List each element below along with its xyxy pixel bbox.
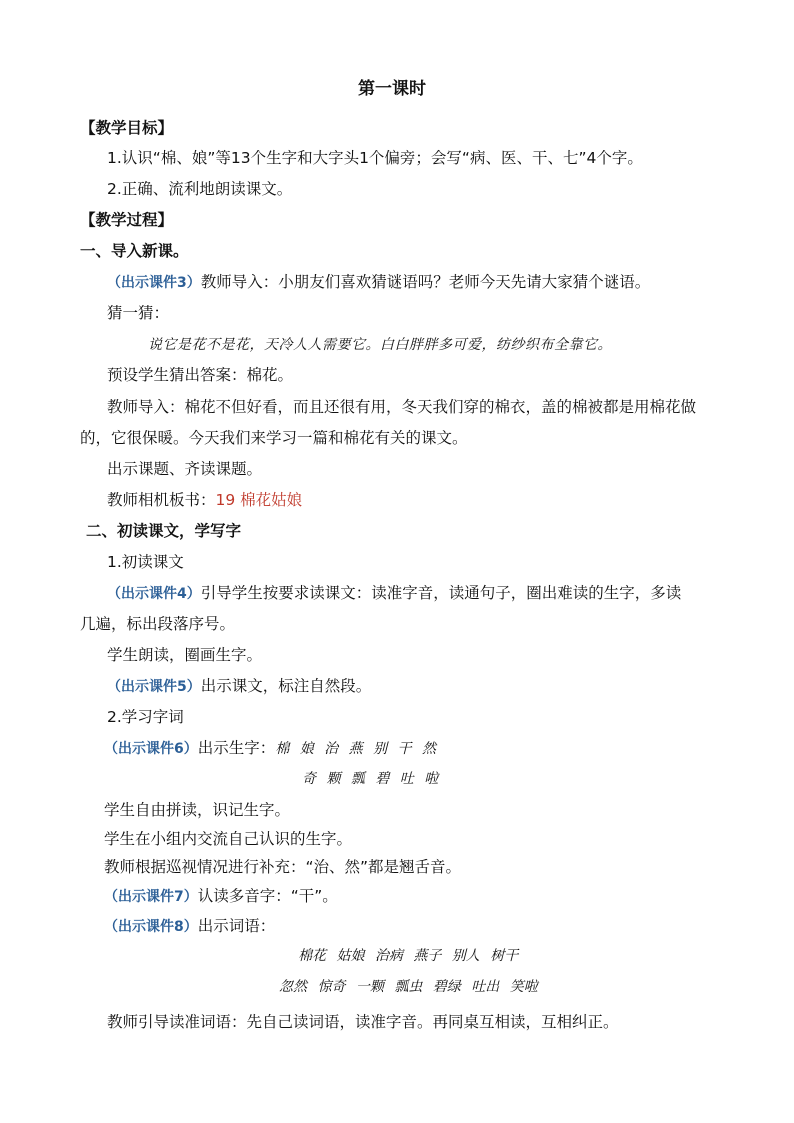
- courseware-badge: （出示课件5）: [107, 679, 201, 695]
- free-read: 学生自由拼读，识记生字。: [104, 801, 291, 819]
- step-text: 出示课文，标注自然段。: [200, 677, 372, 695]
- teacher-supplement: 教师根据巡视情况进行补充：“治、然”都是翘舌音。: [104, 858, 462, 876]
- process-heading: 【教学过程】: [80, 211, 174, 229]
- goals-heading: 【教学目标】: [80, 119, 174, 137]
- step-text: 认读多音字：“干”。: [197, 887, 338, 905]
- step-text: 教师导入：小朋友们喜欢猜谜语吗？老师今天先请大家猜个谜语。: [200, 273, 651, 291]
- preset-answer: 预设学生猜出答案：棉花。: [107, 366, 294, 384]
- step-courseware-4: [107, 582, 681, 605]
- step-text: 出示生字：: [197, 739, 276, 757]
- board-writing: [107, 489, 302, 511]
- courseware-badge: （出示课件7）: [104, 889, 198, 905]
- intro-paragraph-line2: 的，它很保暖。今天我们来学习一篇和棉花有关的课文。: [80, 429, 468, 447]
- guess-label: 猜一猜：: [107, 304, 170, 322]
- courseware-badge: （出示课件4）: [107, 586, 201, 602]
- courseware-badge: （出示课件3）: [107, 275, 201, 291]
- courseware-badge: （出示课件8）: [104, 919, 198, 935]
- vocabulary-line1: 棉花 姑娘 治病 燕子 别人 树干: [298, 948, 519, 964]
- goal-1: 1.认识“棉、娘”等13个生字和大字头1个偏旁；会写“病、医、干、七”4个字。: [107, 149, 643, 167]
- step-courseware-5: [107, 675, 371, 698]
- vocabulary-line2: 忽然 惊奇 一颗 瓢虫 碧绿 吐出 笑啦: [279, 979, 538, 995]
- board-prefix: 教师相机板书：: [107, 491, 216, 509]
- intro-paragraph-line1: 教师导入：棉花不但好看，而且还很有用，冬天我们穿的棉衣，盖的棉被都是用棉花做: [107, 398, 697, 416]
- section-2-heading: 二、初读课文，学写字: [86, 522, 242, 540]
- group-share: 学生在小组内交流自己认识的生字。: [104, 830, 353, 848]
- courseware-badge: （出示课件6）: [104, 741, 198, 757]
- step-text: 出示词语：: [197, 917, 276, 935]
- step-text: 引导学生按要求读课文：读准字音，读通句子，圈出难读的生字，多读: [200, 584, 682, 602]
- student-read: 学生朗读，圈画生字。: [107, 646, 263, 664]
- guide-words: 教师引导读准词语：先自己读词语，读准字音。再同桌互相读，互相纠正。: [107, 1013, 619, 1031]
- step-courseware-3: [107, 271, 650, 294]
- new-characters-line2: 奇 颗 瓢 碧 吐 啦: [302, 771, 439, 787]
- show-title: 出示课题、齐读课题。: [107, 460, 263, 478]
- step-courseware-8: [104, 915, 275, 938]
- riddle: 说它是花不是花，天冷人人需要它。白白胖胖多可爱，纺纱织布全靠它。: [148, 337, 612, 353]
- sub-heading-1: 1.初读课文: [107, 553, 184, 571]
- goal-2: 2.正确、流利地朗读课文。: [107, 180, 293, 198]
- page-title: 第一课时: [358, 79, 426, 99]
- step-courseware-4-line2: 几遍，标出段落序号。: [80, 615, 236, 633]
- sub-heading-2: 2.学习字词: [107, 708, 184, 726]
- step-courseware-6: [104, 737, 436, 760]
- board-lesson-title: 19 棉花姑娘: [215, 491, 303, 509]
- new-characters-line1: 棉 娘 治 燕 别 干 然: [275, 741, 436, 757]
- section-1-heading: 一、导入新课。: [80, 242, 189, 260]
- step-courseware-7: [104, 885, 338, 908]
